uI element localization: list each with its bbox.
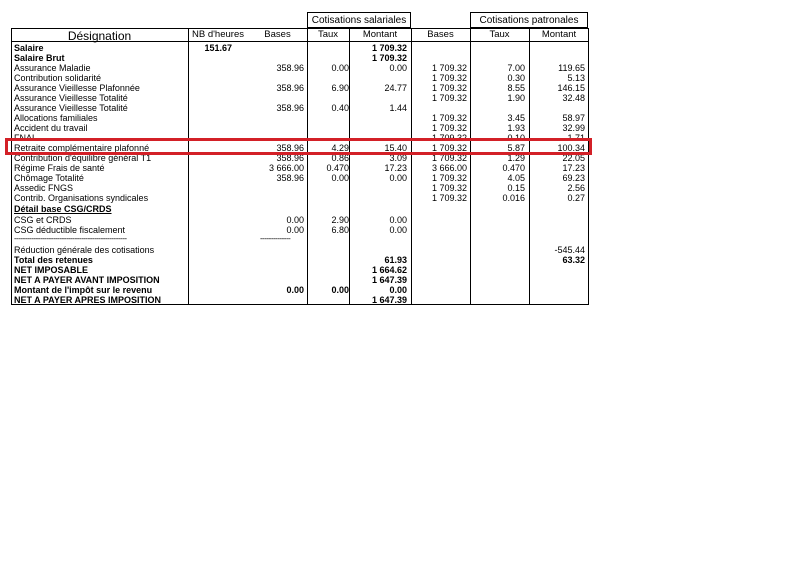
highlight-box [5, 138, 592, 155]
row-cell-taux1: 4.29 [331, 143, 349, 153]
row-cell-mont1: 1 647.39 [371, 295, 407, 305]
bases-patronales-header: Bases [427, 29, 454, 40]
row-cell-taux2: 1.29 [507, 153, 525, 163]
row-cell-mont1: 0.00 [389, 285, 407, 295]
table-row [11, 183, 588, 193]
row-cell-mont2: 119.65 [558, 63, 585, 73]
table-row [11, 255, 588, 265]
row-designation: Allocations familiales [14, 113, 98, 123]
row-cell-bases1: 3 666.00 [268, 163, 304, 173]
row-cell-taux1: 0.86 [331, 153, 349, 163]
row-cell-taux2: 3.45 [507, 113, 525, 123]
table-row [11, 63, 588, 73]
row-cell-mont1: 3.09 [389, 153, 407, 163]
row-cell-mont1: 0.00 [389, 215, 407, 225]
row-cell-bases2: 1 709.32 [431, 133, 467, 143]
table-row [11, 113, 588, 123]
row-designation: Régime Frais de santé [14, 163, 105, 173]
montant-header: Montant [362, 29, 398, 40]
row-cell-bases1: 358.96 [276, 83, 304, 93]
row-cell-taux2: 5.87 [507, 143, 525, 153]
row-cell-bases2: 1 709.32 [431, 153, 467, 163]
row-cell-bases2: 1 709.32 [431, 143, 467, 153]
row-designation: Contrib. Organisations syndicales [14, 193, 149, 203]
row-cell-bases1: 358.96 [276, 63, 304, 73]
row-cell-mont1: 17.23 [384, 163, 407, 173]
row-cell-mont1: 0.00 [389, 225, 407, 235]
row-cell-taux2: 0.30 [507, 73, 525, 83]
row-designation: Assurance Vieillesse Plafonnée [14, 83, 140, 93]
row-cell-bases2: 3 666.00 [431, 163, 467, 173]
nb-heures-header: NB d'heures [192, 29, 244, 40]
row-cell-mont2: 0.27 [567, 193, 585, 203]
row-cell-bases1: 358.96 [276, 143, 304, 153]
row-cell-mont1: 15.40 [384, 143, 407, 153]
row-cell-taux2: 0.15 [507, 183, 525, 193]
montant-patronales-header: Montant [541, 29, 577, 40]
designation-header: Désignation [67, 29, 132, 43]
row-cell-taux1: 0.00 [331, 63, 349, 73]
row-cell-taux2: 8.55 [507, 83, 525, 93]
row-cell-bases1: 0.00 [286, 215, 304, 225]
row-cell-mont1: 24.77 [384, 83, 407, 93]
table-row [11, 275, 588, 285]
row-cell-bases2: 1 709.32 [431, 193, 467, 203]
row-cell-bases1: 0.00 [286, 225, 304, 235]
row-designation: Assurance Vieillesse Totalité [14, 93, 128, 103]
row-designation: NET IMPOSABLE [14, 265, 89, 275]
row-designation: NET A PAYER AVANT IMPOSITION [14, 275, 160, 285]
row-designation: Assurance Maladie [14, 63, 91, 73]
row-designation: Montant de l'impôt sur le revenu [14, 285, 153, 295]
row-cell-mont1: 0.00 [389, 173, 407, 183]
taux-header: Taux [317, 29, 339, 40]
cotisations-patronales-header: Cotisations patronales [470, 12, 588, 28]
table-row [11, 43, 588, 53]
row-cell-taux2: 0.016 [502, 193, 525, 203]
row-cell-mont1: 0.00 [389, 63, 407, 73]
table-row [11, 295, 588, 305]
row-designation: Assurance Vieillesse Totalité [14, 103, 128, 113]
row-cell-nb: 151.67 [204, 43, 232, 53]
row-cell-bases2: 1 709.32 [431, 63, 467, 73]
row-cell-taux2: 0.470 [502, 163, 525, 173]
row-cell-mont2: 146.15 [557, 83, 585, 93]
row-cell-mont1: 1 709.32 [371, 53, 407, 63]
row-cell-mont1: 1 709.32 [371, 43, 407, 53]
table-row [11, 265, 588, 275]
row-cell-taux2: 1.90 [507, 93, 525, 103]
row-cell-mont2: 17.23 [562, 163, 585, 173]
table-row [11, 285, 588, 295]
cotisations-salariales-header: Cotisations salariales [307, 12, 411, 28]
row-designation: NET A PAYER APRES IMPOSITION [14, 295, 162, 305]
row-cell-taux2: 4.05 [507, 173, 525, 183]
row-designation: CSG et CRDS [14, 215, 72, 225]
row-cell-mont1: 61.93 [384, 255, 407, 265]
row-cell-taux1: 0.470 [326, 163, 349, 173]
row-cell-bases2: 1 709.32 [431, 123, 467, 133]
row-cell-mont2: 32.99 [562, 123, 585, 133]
row-cell-taux1: 0.00 [331, 173, 349, 183]
row-designation: Salaire [14, 43, 44, 53]
row-cell-bases2: 1 709.32 [431, 73, 467, 83]
row-cell-bases2: 1 709.32 [431, 183, 467, 193]
row-cell-bases2: 1 709.32 [431, 93, 467, 103]
bases-header: Bases [264, 29, 291, 40]
row-cell-mont2: 5.13 [567, 73, 585, 83]
table-row [11, 83, 588, 93]
table-row [11, 93, 588, 103]
row-cell-mont2: 63.32 [562, 255, 585, 265]
row-designation: Assedic FNGS [14, 183, 74, 193]
row-cell-mont1: 1.44 [389, 103, 407, 113]
row-cell-taux2: 0.10 [507, 133, 525, 143]
row-cell-bases2: 1 709.32 [431, 173, 467, 183]
table-row [11, 123, 588, 133]
row-designation: FNAL [14, 133, 38, 143]
row-cell-bases1: 358.96 [276, 173, 304, 183]
row-cell-taux1: 0.00 [331, 285, 349, 295]
row-cell-mont1: 1 664.62 [371, 265, 407, 275]
table-row [11, 215, 588, 225]
table-row [11, 163, 588, 173]
row-cell-taux1: 0.40 [331, 103, 349, 113]
row-designation: Total des retenues [14, 255, 93, 265]
row-cell-bases1: 0.00 [286, 285, 304, 295]
row-cell-mont2: 22.05 [562, 153, 585, 163]
table-row [11, 73, 588, 83]
row-cell-taux1: 2.90 [331, 215, 349, 225]
bases-separator: -------------- [260, 234, 291, 243]
row-cell-mont2: 69.23 [562, 173, 585, 183]
table-row [11, 103, 588, 113]
row-cell-bases2: 1 709.32 [431, 83, 467, 93]
row-designation: Détail base CSG/CRDS [14, 204, 112, 214]
row-cell-taux1: 6.80 [331, 225, 349, 235]
row-cell-mont2: 2.56 [567, 183, 585, 193]
taux-patronales-header: Taux [489, 29, 510, 40]
row-cell-mont2: 100.34 [557, 143, 585, 153]
table-row [11, 245, 588, 255]
row-designation: Contribution d'équilibre général T1 [14, 153, 152, 163]
row-cell-bases2: 1 709.32 [431, 113, 467, 123]
row-cell-mont2: -545.44 [554, 245, 585, 255]
row-cell-mont2: 1.71 [567, 133, 585, 143]
row-cell-bases1: 358.96 [276, 103, 304, 113]
row-cell-mont1: 1 647.39 [371, 275, 407, 285]
table-row [11, 53, 588, 63]
table-row [11, 193, 588, 203]
table-row [11, 204, 588, 214]
row-designation: Réduction générale des cotisations [14, 245, 155, 255]
designation-separator: ---------------------------------------------------- [14, 234, 127, 243]
row-designation: Chômage Totalité [14, 173, 84, 183]
row-cell-taux2: 1.93 [507, 123, 525, 133]
row-designation: CSG déductible fiscalement [14, 225, 126, 235]
row-designation: Retraite complémentaire plafonné [14, 143, 150, 153]
row-designation: Salaire Brut [14, 53, 65, 63]
row-cell-taux1: 6.90 [331, 83, 349, 93]
row-designation: Accident du travail [14, 123, 88, 133]
row-cell-taux2: 7.00 [507, 63, 525, 73]
row-designation: Contribution solidarité [14, 73, 102, 83]
row-cell-mont2: 32.48 [562, 93, 585, 103]
row-cell-mont2: 58.97 [562, 113, 585, 123]
table-row [11, 173, 588, 183]
row-cell-bases1: 358.96 [276, 153, 304, 163]
